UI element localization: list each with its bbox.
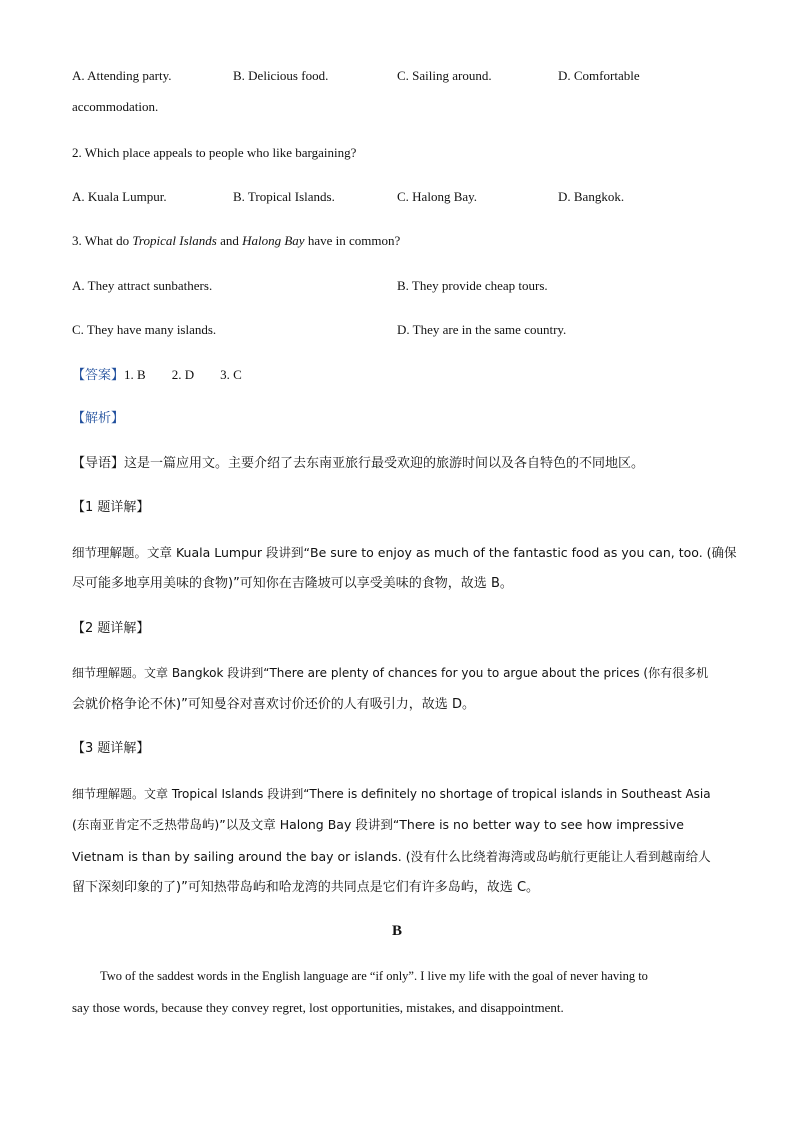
detail1-line1: 细节理解题。文章 Kuala Lumpur 段讲到“Be sure to enjoy as much of the fantastic food as you can, too. (确保 xyxy=(72,545,737,560)
q3-stem-mid: and xyxy=(216,233,243,248)
guide-label: 【导语】 xyxy=(72,456,125,471)
detail1-label: 【1 题详解】 xyxy=(72,500,150,515)
detail3-line1: 细节理解题。文章 Tropical Islands 段讲到“There is definitely no shortage of tropical islands in Southeast Asia xyxy=(72,787,711,801)
q3-stem-post: have in common? xyxy=(304,233,401,248)
q3-option-d: D. They are in the same country. xyxy=(397,322,567,337)
q1-option-d: D. Comfortable xyxy=(558,68,640,83)
detail3-line2: (东南亚肯定不乏热带岛屿)”以及文章 Halong Bay 段讲到“There is no better way to see how impressive xyxy=(72,817,684,832)
q1-option-c: C. Sailing around. xyxy=(397,68,492,83)
q3-stem-italic-1: Tropical Islands xyxy=(132,233,217,248)
q2-option-d: D. Bangkok. xyxy=(558,189,625,204)
detail2-label: 【2 题详解】 xyxy=(72,621,150,636)
q3-stem xyxy=(72,233,400,249)
q3-option-b: B. They provide cheap tours. xyxy=(397,278,548,293)
q2-option-c: C. Halong Bay. xyxy=(397,189,478,204)
answer-line xyxy=(72,367,242,384)
guide-line xyxy=(72,456,644,472)
q1-option-a: A. Attending party. xyxy=(72,68,172,83)
q1-option-b: B. Delicious food. xyxy=(233,68,329,83)
detail3-label: 【3 题详解】 xyxy=(72,741,150,756)
detail2-line1: 细节理解题。文章 Bangkok 段讲到“There are plenty of chances for you to argue about the prices (你有很多机 xyxy=(72,666,709,680)
detail3-line4: 留下深刻印象的了)”可知热带岛屿和哈龙湾的共同点是它们有许多岛屿，故选 C。 xyxy=(72,880,540,895)
q3-stem-italic-2: Halong Bay xyxy=(242,233,305,248)
answer-1: 1. B xyxy=(124,367,146,382)
q1-option-d-continued: accommodation. xyxy=(72,99,159,114)
q2-option-b: B. Tropical Islands. xyxy=(233,189,335,204)
q3-stem-pre: 3. What do xyxy=(72,233,133,248)
guide-text: 这是一篇应用文。主要介绍了去东南亚旅行最受欢迎的旅游时间以及各自特色的不同地区。 xyxy=(124,456,645,471)
detail3-line3: Vietnam is than by sailing around the bay or islands. (没有什么比绕着海湾或岛屿航行更能让人看到越南给人 xyxy=(72,849,711,864)
q3-option-c: C. They have many islands. xyxy=(72,322,217,337)
section-b-heading: B xyxy=(391,923,402,939)
detail1-line2: 尽可能多地享用美味的食物)”可知你在吉隆坡可以享受美味的食物，故选 B。 xyxy=(72,576,513,591)
q2-option-a: A. Kuala Lumpur. xyxy=(72,189,167,204)
detail2-line2: 会就价格争论不休)”可知曼谷对喜欢讨价还价的人有吸引力，故选 D。 xyxy=(72,697,475,712)
passage-line1: Two of the saddest words in the English language are “if only”. I live my life with the goal of never having to xyxy=(100,969,648,983)
answer-2: 2. D xyxy=(171,367,195,382)
q2-stem: 2. Which place appeals to people who like bargaining? xyxy=(72,145,357,160)
q3-option-a: A. They attract sunbathers. xyxy=(72,278,213,293)
answer-3: 3. C xyxy=(220,367,242,382)
passage-line2: say those words, because they convey regret, lost opportunities, mistakes, and disappointment. xyxy=(72,1000,564,1015)
analysis-label: 【解析】 xyxy=(72,411,125,426)
answer-label: 【答案】 xyxy=(72,368,125,383)
